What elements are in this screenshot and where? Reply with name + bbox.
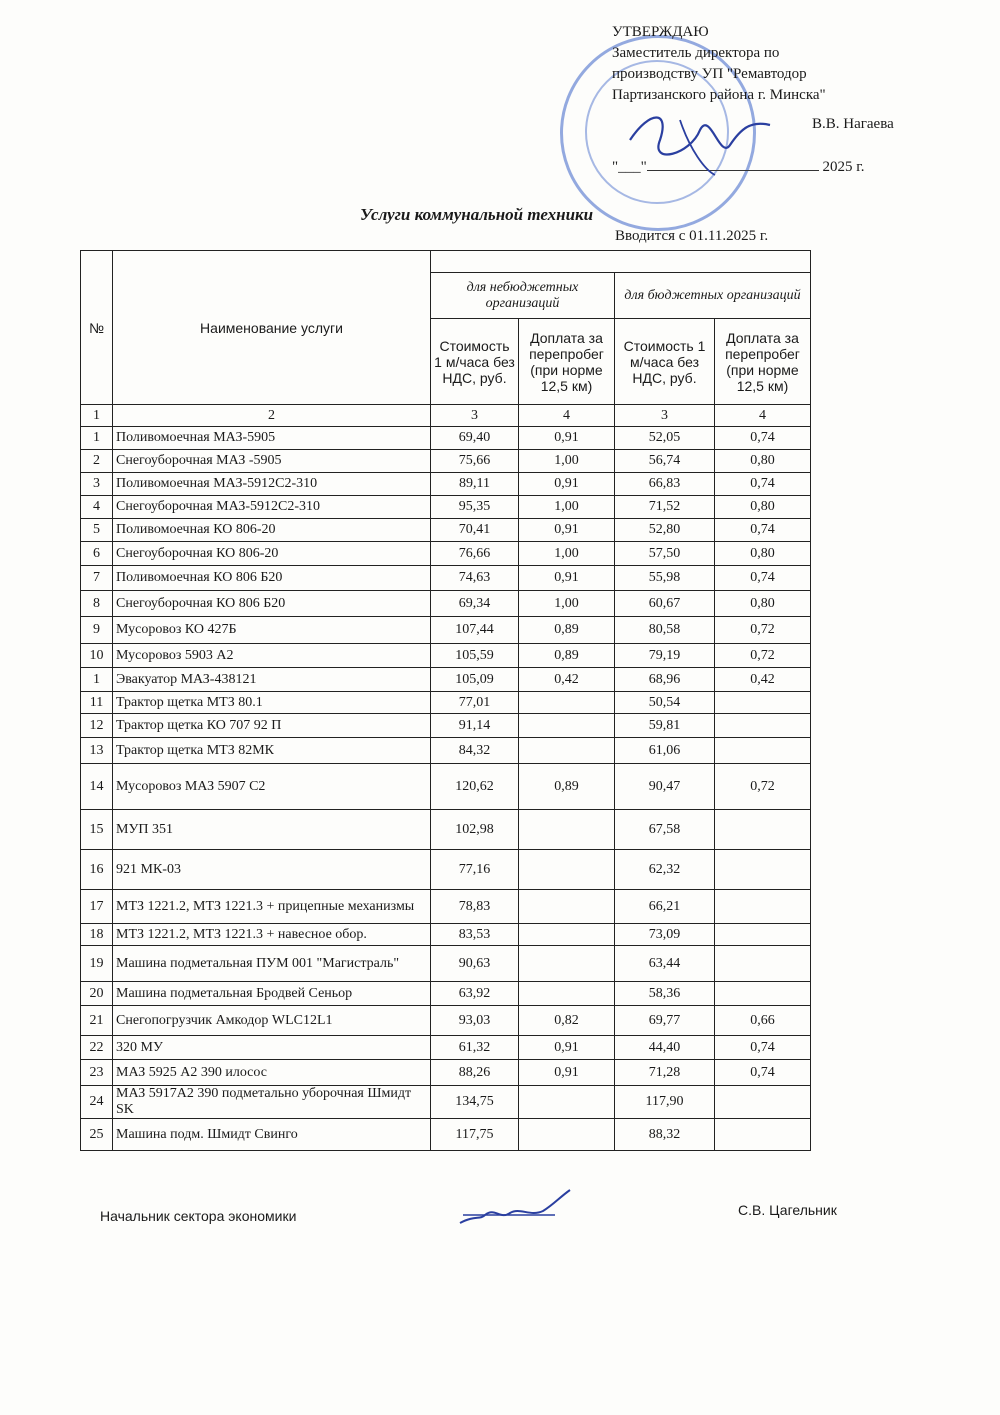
extra-budget: 0,74 — [715, 566, 811, 591]
service-name: Эвакуатор МАЗ-438121 — [113, 668, 431, 692]
header-group-nonbudget: для небюджетных организаций — [431, 273, 615, 319]
cost-budget: 66,83 — [615, 473, 715, 496]
table-row — [81, 591, 811, 617]
extra-budget — [715, 850, 811, 890]
approval-title: УТВЕРЖДАЮ — [612, 24, 709, 40]
table-row — [81, 714, 811, 738]
cost-nonbudget: 102,98 — [431, 810, 519, 850]
table-row — [81, 450, 811, 473]
cost-budget: 90,47 — [615, 764, 715, 810]
row-number: 17 — [81, 890, 113, 924]
extra-nonbudget: 1,00 — [519, 591, 615, 617]
cost-budget: 57,50 — [615, 542, 715, 566]
cost-budget: 68,96 — [615, 668, 715, 692]
extra-nonbudget: 0,91 — [519, 427, 615, 450]
extra-nonbudget — [519, 714, 615, 738]
cost-nonbudget: 83,53 — [431, 924, 519, 946]
cost-budget: 69,77 — [615, 1006, 715, 1036]
cost-budget: 63,44 — [615, 946, 715, 982]
row-number: 20 — [81, 982, 113, 1006]
extra-nonbudget: 0,91 — [519, 1036, 615, 1060]
cost-nonbudget: 70,41 — [431, 519, 519, 542]
cost-nonbudget: 75,66 — [431, 450, 519, 473]
cost-nonbudget: 93,03 — [431, 1006, 519, 1036]
table-row — [81, 566, 811, 591]
footer-position: Начальник сектора экономики — [100, 1208, 297, 1224]
row-number: 12 — [81, 714, 113, 738]
table-row — [81, 1060, 811, 1086]
extra-nonbudget: 1,00 — [519, 450, 615, 473]
extra-nonbudget — [519, 810, 615, 850]
extra-nonbudget: 0,91 — [519, 1060, 615, 1086]
row-number: 3 — [81, 473, 113, 496]
extra-budget: 0,80 — [715, 450, 811, 473]
extra-nonbudget — [519, 850, 615, 890]
extra-nonbudget: 0,82 — [519, 1006, 615, 1036]
cost-nonbudget: 89,11 — [431, 473, 519, 496]
service-name: МАЗ 5917А2 390 подметально уборочная Шмидт SK — [113, 1086, 431, 1119]
table-row — [81, 1006, 811, 1036]
extra-nonbudget: 0,89 — [519, 764, 615, 810]
effective-date: Вводится с 01.11.2025 г. — [615, 228, 769, 244]
service-name: Снегоуборочная МАЗ -5905 — [113, 450, 431, 473]
extra-nonbudget: 0,42 — [519, 668, 615, 692]
extra-nonbudget — [519, 1086, 615, 1119]
row-number: 15 — [81, 810, 113, 850]
header-top-empty — [431, 251, 811, 273]
footer-name: С.В. Цагельник — [738, 1202, 837, 1218]
approval-date-suffix: 2025 г. — [822, 159, 865, 175]
cost-budget: 67,58 — [615, 810, 715, 850]
row-number: 14 — [81, 764, 113, 810]
row-number: 13 — [81, 738, 113, 764]
cost-nonbudget: 134,75 — [431, 1086, 519, 1119]
service-name: Поливомоечная МАЗ-5905 — [113, 427, 431, 450]
col-number: 1 — [81, 405, 113, 427]
extra-budget: 0,72 — [715, 764, 811, 810]
table-row — [81, 427, 811, 450]
table-row — [81, 1086, 811, 1119]
economist-signature — [455, 1185, 575, 1230]
table-row — [81, 519, 811, 542]
table-row — [81, 738, 811, 764]
row-number: 18 — [81, 924, 113, 946]
extra-nonbudget: 0,89 — [519, 644, 615, 668]
extra-budget: 0,74 — [715, 1036, 811, 1060]
service-name: Машина подметальная ПУМ 001 "Магистраль" — [113, 946, 431, 982]
cost-budget: 44,40 — [615, 1036, 715, 1060]
service-name: 320 МУ — [113, 1036, 431, 1060]
extra-nonbudget: 1,00 — [519, 496, 615, 519]
row-number: 21 — [81, 1006, 113, 1036]
extra-budget: 0,74 — [715, 427, 811, 450]
cost-budget: 61,06 — [615, 738, 715, 764]
director-signature — [620, 100, 780, 180]
extra-nonbudget — [519, 890, 615, 924]
extra-nonbudget — [519, 692, 615, 714]
cost-nonbudget: 107,44 — [431, 617, 519, 644]
extra-budget: 0,80 — [715, 542, 811, 566]
cost-budget: 58,36 — [615, 982, 715, 1006]
cost-nonbudget: 105,59 — [431, 644, 519, 668]
table-row — [81, 890, 811, 924]
service-name: МТЗ 1221.2, МТЗ 1221.3 + прицепные механизмы — [113, 890, 431, 924]
service-name: Поливомоечная КО 806 Б20 — [113, 566, 431, 591]
cost-nonbudget: 105,09 — [431, 668, 519, 692]
table-row — [81, 982, 811, 1006]
cost-nonbudget: 74,63 — [431, 566, 519, 591]
service-name: Поливомоечная МАЗ-5912С2-310 — [113, 473, 431, 496]
service-name: Машина подметальная Бродвей Сеньор — [113, 982, 431, 1006]
table-row — [81, 473, 811, 496]
service-name: Мусоровоз КО 427Б — [113, 617, 431, 644]
table-row — [81, 644, 811, 668]
extra-budget — [715, 924, 811, 946]
cost-budget: 56,74 — [615, 450, 715, 473]
cost-budget: 71,52 — [615, 496, 715, 519]
header-group-budget: для бюджетных организаций — [615, 273, 811, 319]
cost-nonbudget: 69,40 — [431, 427, 519, 450]
header-extra-budget: Доплата за перепробег (при норме 12,5 км) — [715, 319, 811, 405]
extra-budget — [715, 890, 811, 924]
cost-nonbudget: 61,32 — [431, 1036, 519, 1060]
extra-nonbudget: 0,89 — [519, 617, 615, 644]
cost-budget: 88,32 — [615, 1119, 715, 1151]
table-row — [81, 946, 811, 982]
cost-nonbudget: 76,66 — [431, 542, 519, 566]
cost-nonbudget: 91,14 — [431, 714, 519, 738]
header-cost-nonbudget: Стоимость 1 м/часа без НДС, руб. — [431, 319, 519, 405]
extra-budget — [715, 1119, 811, 1151]
extra-budget — [715, 714, 811, 738]
approval-line-2: производству УП "Ремавтодор — [612, 66, 807, 82]
row-number: 10 — [81, 644, 113, 668]
service-name: Снегоуборочная КО 806-20 — [113, 542, 431, 566]
cost-nonbudget: 69,34 — [431, 591, 519, 617]
table-row — [81, 924, 811, 946]
service-name: Снегоуборочная КО 806 Б20 — [113, 591, 431, 617]
extra-budget: 0,80 — [715, 591, 811, 617]
row-number: 7 — [81, 566, 113, 591]
col-number: 3 — [615, 405, 715, 427]
table-row — [81, 1119, 811, 1151]
extra-nonbudget: 1,00 — [519, 542, 615, 566]
cost-nonbudget: 117,75 — [431, 1119, 519, 1151]
cost-budget: 59,81 — [615, 714, 715, 738]
extra-budget: 0,66 — [715, 1006, 811, 1036]
service-name: Поливомоечная КО 806-20 — [113, 519, 431, 542]
col-number: 2 — [113, 405, 431, 427]
cost-nonbudget: 77,01 — [431, 692, 519, 714]
extra-nonbudget: 0,91 — [519, 566, 615, 591]
row-number: 1 — [81, 668, 113, 692]
cost-budget: 60,67 — [615, 591, 715, 617]
service-name: МУП 351 — [113, 810, 431, 850]
extra-budget: 0,74 — [715, 1060, 811, 1086]
approver-name: В.В. Нагаева — [812, 116, 894, 132]
extra-budget — [715, 810, 811, 850]
service-name: Трактор щетка МТЗ 80.1 — [113, 692, 431, 714]
cost-nonbudget: 84,32 — [431, 738, 519, 764]
service-name: Снегоуборочная МАЗ-5912С2-310 — [113, 496, 431, 519]
table-row — [81, 692, 811, 714]
approval-line-1: Заместитель директора по — [612, 45, 780, 61]
cost-nonbudget: 63,92 — [431, 982, 519, 1006]
service-name: 921 МК-03 — [113, 850, 431, 890]
row-number: 5 — [81, 519, 113, 542]
col-number: 4 — [519, 405, 615, 427]
service-name: Мусоровоз 5903 А2 — [113, 644, 431, 668]
cost-budget: 62,32 — [615, 850, 715, 890]
extra-nonbudget: 0,91 — [519, 473, 615, 496]
extra-budget — [715, 982, 811, 1006]
service-name: Трактор щетка КО 707 92 П — [113, 714, 431, 738]
cost-budget: 71,28 — [615, 1060, 715, 1086]
table-row — [81, 496, 811, 519]
extra-budget — [715, 1086, 811, 1119]
table-row — [81, 810, 811, 850]
cost-nonbudget: 90,63 — [431, 946, 519, 982]
extra-budget: 0,42 — [715, 668, 811, 692]
extra-nonbudget — [519, 982, 615, 1006]
header-num: № — [81, 251, 113, 405]
service-name: Машина подм. Шмидт Свинго — [113, 1119, 431, 1151]
extra-nonbudget — [519, 946, 615, 982]
extra-budget — [715, 946, 811, 982]
row-number: 2 — [81, 450, 113, 473]
row-number: 22 — [81, 1036, 113, 1060]
table-row — [81, 668, 811, 692]
cost-nonbudget: 77,16 — [431, 850, 519, 890]
col-number: 3 — [431, 405, 519, 427]
extra-nonbudget: 0,91 — [519, 519, 615, 542]
service-name: МАЗ 5925 А2 390 илосос — [113, 1060, 431, 1086]
header-name: Наименование услуги — [113, 251, 431, 405]
table-row — [81, 542, 811, 566]
row-number: 23 — [81, 1060, 113, 1086]
row-number: 24 — [81, 1086, 113, 1119]
approval-line-3: Партизанского района г. Минска" — [612, 87, 826, 103]
cost-budget: 66,21 — [615, 890, 715, 924]
cost-budget: 73,09 — [615, 924, 715, 946]
col-number: 4 — [715, 405, 811, 427]
cost-budget: 117,90 — [615, 1086, 715, 1119]
services-table — [80, 250, 811, 1151]
document-title: Услуги коммунальной техники — [360, 205, 594, 224]
table-row — [81, 764, 811, 810]
cost-nonbudget: 78,83 — [431, 890, 519, 924]
table-row — [81, 850, 811, 890]
row-number: 11 — [81, 692, 113, 714]
cost-budget: 55,98 — [615, 566, 715, 591]
row-number: 25 — [81, 1119, 113, 1151]
row-number: 9 — [81, 617, 113, 644]
approval-block — [612, 22, 894, 175]
service-name: Мусоровоз МАЗ 5907 С2 — [113, 764, 431, 810]
extra-budget: 0,74 — [715, 473, 811, 496]
column-number-row — [81, 405, 811, 427]
cost-budget: 52,05 — [615, 427, 715, 450]
row-number: 19 — [81, 946, 113, 982]
extra-budget — [715, 692, 811, 714]
row-number: 1 — [81, 427, 113, 450]
service-name: Снегопогрузчик Амкодор WLC12L1 — [113, 1006, 431, 1036]
cost-budget: 50,54 — [615, 692, 715, 714]
table-row — [81, 1036, 811, 1060]
cost-nonbudget: 88,26 — [431, 1060, 519, 1086]
row-number: 16 — [81, 850, 113, 890]
cost-nonbudget: 120,62 — [431, 764, 519, 810]
extra-budget: 0,80 — [715, 496, 811, 519]
cost-nonbudget: 95,35 — [431, 496, 519, 519]
row-number: 6 — [81, 542, 113, 566]
cost-budget: 52,80 — [615, 519, 715, 542]
cost-budget: 80,58 — [615, 617, 715, 644]
service-name: МТЗ 1221.2, МТЗ 1221.3 + навесное обор. — [113, 924, 431, 946]
row-number: 4 — [81, 496, 113, 519]
cost-budget: 79,19 — [615, 644, 715, 668]
header-cost-budget: Стоимость 1 м/часа без НДС, руб. — [615, 319, 715, 405]
extra-budget — [715, 738, 811, 764]
extra-nonbudget — [519, 738, 615, 764]
extra-nonbudget — [519, 1119, 615, 1151]
extra-nonbudget — [519, 924, 615, 946]
approval-date-prefix: "___" — [612, 159, 647, 175]
header-extra-nonbudget: Доплата за перепробег (при норме 12,5 км) — [519, 319, 615, 405]
extra-budget: 0,72 — [715, 644, 811, 668]
row-number: 8 — [81, 591, 113, 617]
service-name: Трактор щетка МТЗ 82МК — [113, 738, 431, 764]
extra-budget: 0,72 — [715, 617, 811, 644]
table-row — [81, 617, 811, 644]
extra-budget: 0,74 — [715, 519, 811, 542]
